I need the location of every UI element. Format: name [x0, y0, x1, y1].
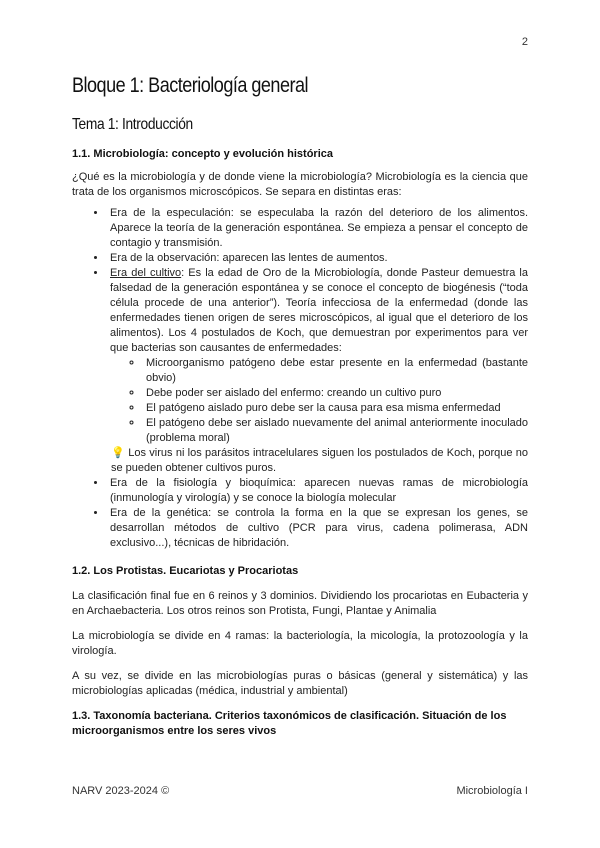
- era-fisiologia: • Era de la fisiología y bioquímica: aparecen nuevas ramas de microbiología (inmunología y virología) y se conoce la biología molecular: [107, 476, 528, 506]
- footer-course: Microbiología I: [456, 785, 528, 797]
- page-title: Bloque 1: Bacteriología general: [72, 74, 309, 97]
- era-especulacion: • Era de la especulación: se especulaba la razón del deterioro de los alimentos. Aparece la teoría de la generación espontánea. Se empieza a pensar el concepto de contagio y transmisión.: [107, 206, 528, 251]
- koch-note: [110, 446, 528, 476]
- footer-author: NARV 2023-2024 ©: [72, 785, 170, 797]
- paragraph-divisiones: A su vez, se divide en las microbiologías puras o básicas (general y sistemática) y las microbiologías aplicadas (médica, industrial y ambiental): [72, 670, 528, 697]
- heading-1-2: 1.2. Los Protistas. Eucariotas y Procariotas: [72, 565, 299, 577]
- section-title: Tema 1: Introducción: [72, 116, 193, 133]
- document-body: [72, 74, 528, 739]
- era-cultivo-label: Era del cultivo: [110, 267, 182, 279]
- koch-postulates-list: [110, 356, 528, 446]
- eras-list: [72, 206, 528, 551]
- koch-postulate: ◦ Debe poder ser aislado del enfermo: creando un cultivo puro: [143, 386, 528, 401]
- page-number: 2: [521, 36, 528, 48]
- paragraph-clasificacion: La clasificación final fue en 6 reinos y 3 dominios. Dividiendo los procariotas en Eubacteria y en Archaebacteria. Los otros reinos son Protista, Fungi, Plantae y Animalia: [72, 590, 528, 617]
- intro-paragraph: ¿Qué es la microbiología y de donde viene la microbiología? Microbiología es la ciencia que trata de los organismos microscópicos. Se separa en distintas eras:: [72, 171, 528, 198]
- koch-postulate: ◦ El patógeno aislado puro debe ser la causa para esa misma enfermedad: [143, 401, 528, 416]
- era-observacion: • Era de la observación: aparecen las lentes de aumentos.: [107, 251, 528, 266]
- era-cultivo-text: : Es la edad de Oro de la Microbiología, donde Pasteur demuestra la falsedad de la generación espontánea y se conoce el concepto de biogénesis (“toda célula procede de una anterior”). Teoría infecciosa de la enfermedad (donde las enfermedades tienen origen de seres microscópicos, al igual que el deterioro de los alimentos). Los 4 postulados de Koch, que demuestran por experimentos para ver que bacterias son causantes de enfermedades:: [110, 267, 528, 354]
- lightbulb-icon: 💡: [111, 447, 125, 459]
- era-genetica: • Era de la genética: se controla la forma en la que se expresan los genes, se desarrollan métodos de cultivo (PCR para virus, cadena polimerasa, ADN exclusivo...), técnicas de hibridación.: [107, 506, 528, 551]
- koch-postulate: ◦ Microorganismo patógeno debe estar presente en la enfermedad (bastante obvio): [143, 356, 528, 386]
- koch-postulate: ◦ El patógeno debe ser aislado nuevamente del animal anteriormente inoculado (problema moral): [143, 416, 528, 446]
- heading-1-1: 1.1. Microbiología: concepto y evolución histórica: [72, 148, 333, 160]
- paragraph-ramas: La microbiología se divide en 4 ramas: la bacteriología, la micología, la protozoología y la virología.: [72, 630, 528, 657]
- era-cultivo: [107, 266, 528, 476]
- heading-1-3: 1.3. Taxonomía bacteriana. Criterios taxonómicos de clasificación. Situación de los microorganismos entre los seres vivos: [72, 710, 507, 737]
- koch-note-text: Los virus ni los parásitos intracelulares siguen los postulados de Koch, porque no se pueden obtener cultivos puros.: [111, 447, 529, 474]
